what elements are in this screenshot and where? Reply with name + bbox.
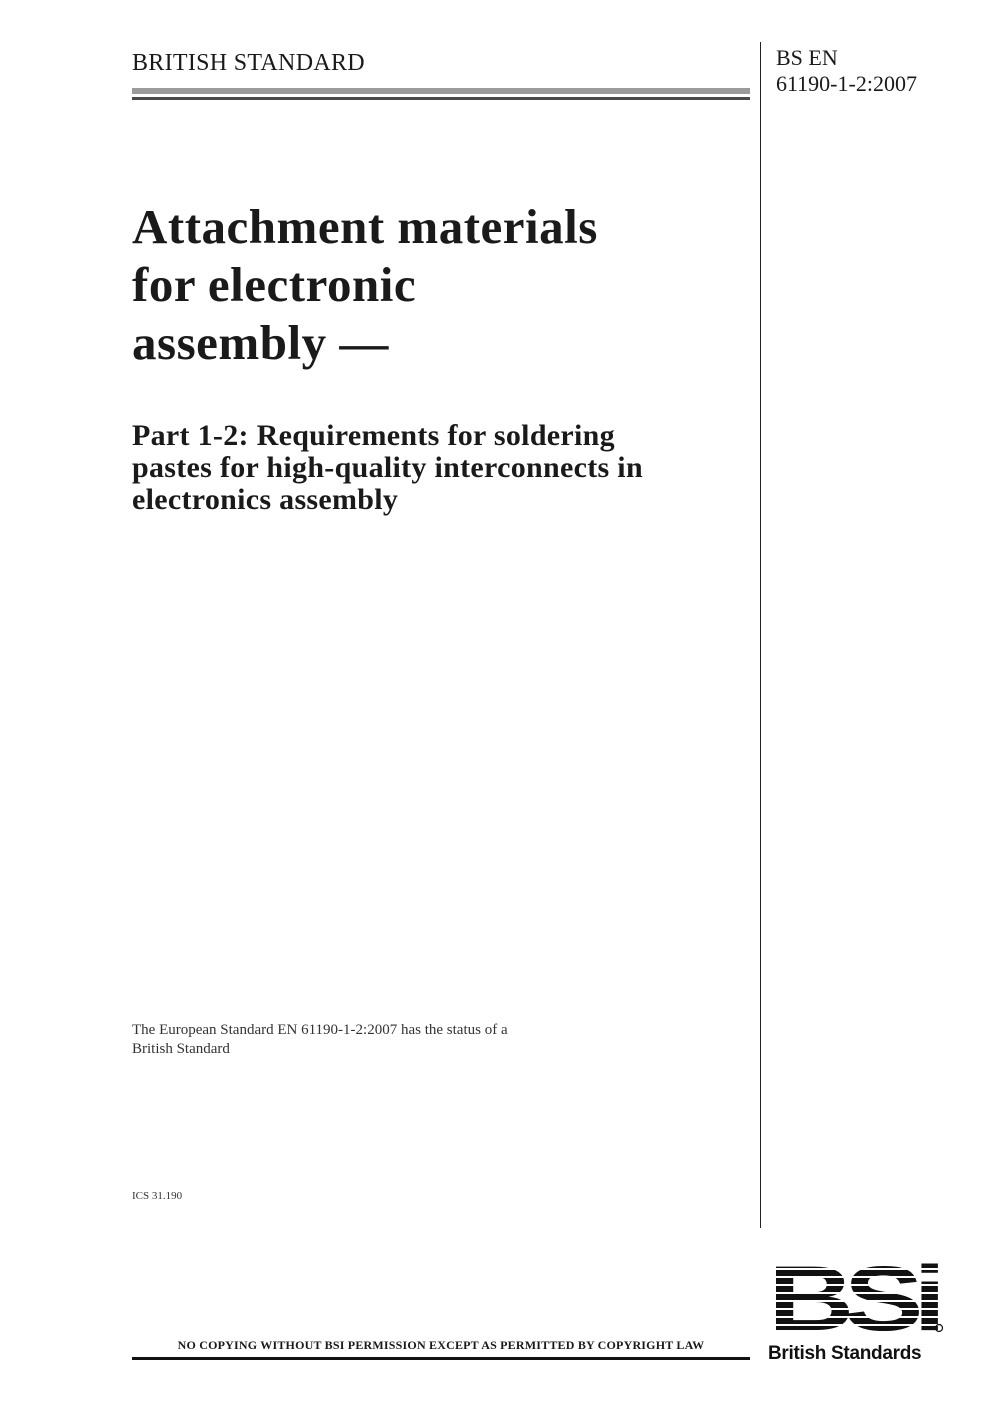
ics-code: ICS 31.190 <box>132 1190 183 1202</box>
document-subtitle <box>132 420 752 516</box>
standard-number-line2: 61190-1-2:2007 <box>776 71 917 96</box>
series-label: BRITISH STANDARD <box>132 50 365 76</box>
standard-number <box>776 45 917 97</box>
title-line2: for electronic <box>132 257 417 312</box>
header-rule-dark <box>132 97 750 100</box>
subtitle-line3: electronics assembly <box>132 483 399 516</box>
subtitle-line1: Part 1-2: Requirements for soldering <box>132 419 615 452</box>
footer-rule <box>132 1357 750 1360</box>
status-note <box>132 1021 508 1059</box>
vertical-divider <box>760 42 761 1228</box>
subtitle-line2: pastes for high-quality interconnects in <box>132 451 643 484</box>
status-note-line2: British Standard <box>132 1041 230 1057</box>
document-title <box>132 198 752 372</box>
title-line3: assembly — <box>132 315 389 370</box>
standard-number-line1: BS EN <box>776 45 838 70</box>
bsi-logo-mark <box>768 1262 944 1342</box>
status-note-line1: The European Standard EN 61190-1-2:2007 has the status of a <box>132 1022 508 1038</box>
title-line1: Attachment materials <box>132 199 598 254</box>
bsi-logo-caption: British Standards <box>768 1343 922 1364</box>
header-rule-grey <box>132 88 750 94</box>
copyright-notice: NO COPYING WITHOUT BSI PERMISSION EXCEPT AS PERMITTED BY COPYRIGHT LAW <box>177 1338 705 1352</box>
